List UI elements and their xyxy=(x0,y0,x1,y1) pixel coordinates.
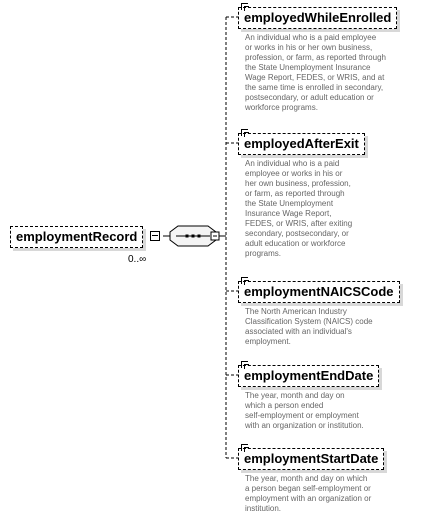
child-element-employmentEndDate[interactable] xyxy=(238,365,379,387)
sequence-compositor-icon[interactable] xyxy=(170,226,219,246)
child-element-label: employmentStartDate xyxy=(244,451,379,466)
child-element-label: employmentEndDate xyxy=(244,368,374,383)
child-description: The year, month and day on which a person began self-employment or employment with an organization or institution. xyxy=(245,474,372,513)
documentation-marks-icon xyxy=(241,129,248,136)
documentation-marks-icon xyxy=(241,3,248,10)
child-element-label: employedAfterExit xyxy=(244,136,359,151)
child-description: An individual who is a paid employee or works in his or her own business, profession, or farm, as reported through the State Unemployment Insurance Wage Report, FEDES, or WRIS, and at the same time is enrolled in secondary, postsecondary, or adult education or workforce programs. xyxy=(245,33,386,112)
child-description: The year, month and day on which a person ended self-employment or employment with an organization or institution. xyxy=(245,391,364,430)
documentation-marks-icon xyxy=(241,277,248,284)
child-description: An individual who is a paid employee or works in his or her own business, profession, or farm, as reported through the State Unemployment Insurance Wage Report, FEDES, or WRIS, after exiting secondary, postsecondary, or adult education or workforce programs. xyxy=(245,159,353,258)
child-element-label: employedWhileEnrolled xyxy=(244,10,392,25)
child-element-employmentStartDate[interactable] xyxy=(238,448,384,470)
child-element-label: employmentNAICSCode xyxy=(244,284,394,299)
root-occurs: 0..∞ xyxy=(128,254,147,265)
child-description: The North American Industry Classification System (NAICS) code associated with an individual's employment. xyxy=(245,307,373,346)
root-element-employmentRecord[interactable] xyxy=(10,226,143,248)
child-element-employedAfterExit[interactable] xyxy=(238,133,365,155)
root-element-label: employmentRecord xyxy=(16,229,138,244)
collapse-toggle-icon[interactable] xyxy=(150,231,160,241)
child-element-employmentNAICSCode[interactable] xyxy=(238,281,400,303)
documentation-marks-icon xyxy=(241,444,248,451)
child-element-employedWhileEnrolled[interactable] xyxy=(238,7,397,29)
documentation-marks-icon xyxy=(241,361,248,368)
